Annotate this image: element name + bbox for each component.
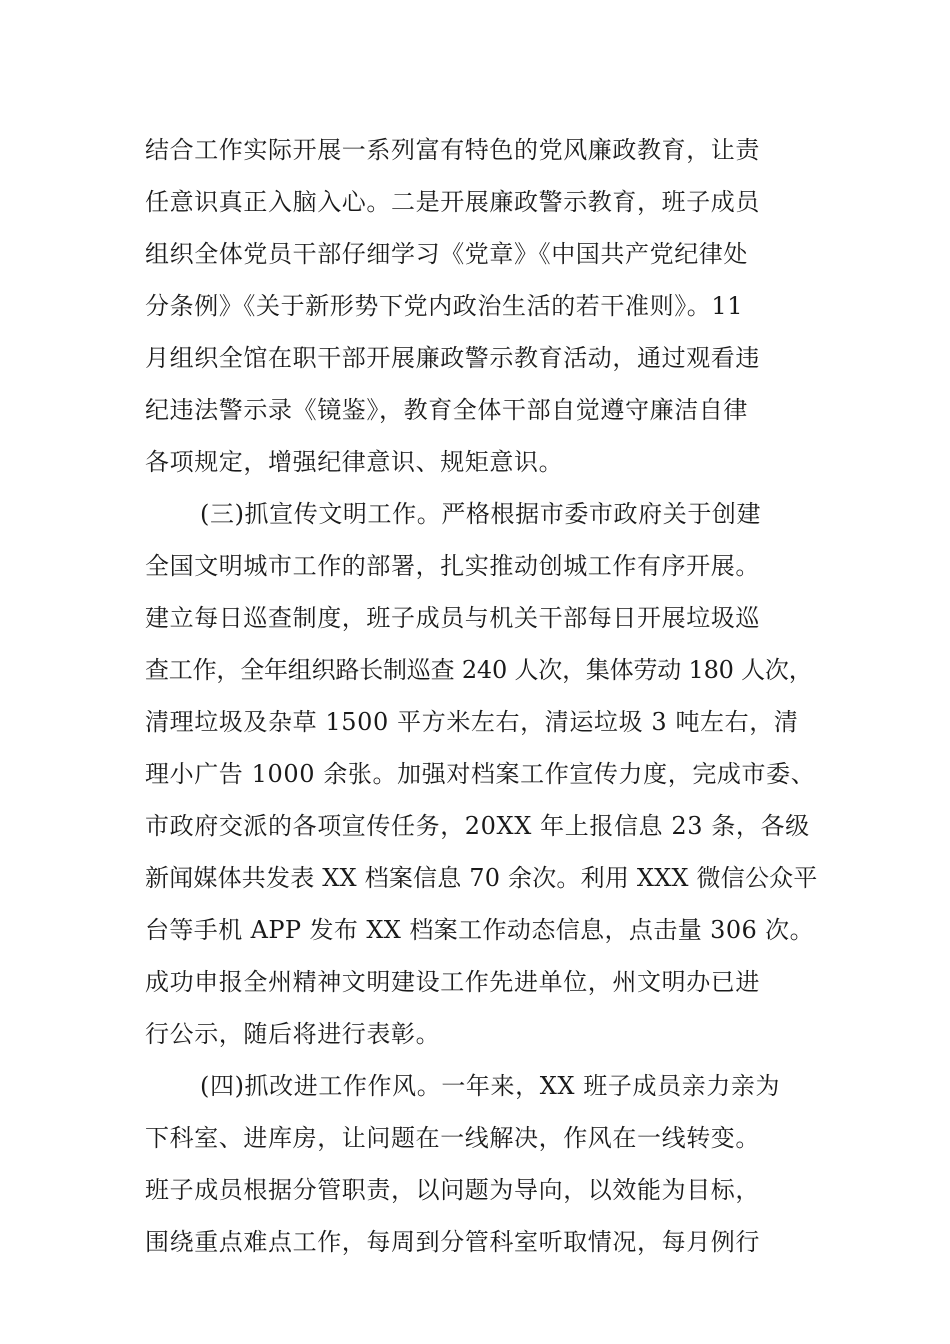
paragraph-line: 查工作，全年组织路长制巡查 240 人次，集体劳动 180 人次， — [145, 656, 813, 684]
paragraph-line: 围绕重点难点工作，每周到分管科室听取情况，每月例行 — [145, 1228, 760, 1256]
paragraph-line: 结合工作实际开展一系列富有特色的党风廉政教育，让责 — [145, 136, 760, 164]
paragraph-line: 台等手机 APP 发布 XX 档案工作动态信息，点击量 306 次。 — [145, 916, 814, 944]
paragraph-line: 行公示，随后将进行表彰。 — [145, 1020, 441, 1048]
paragraph-line: 任意识真正入脑入心。二是开展廉政警示教育，班子成员 — [145, 188, 760, 216]
paragraph-line: 新闻媒体共发表 XX 档案信息 70 余次。利用 XXX 微信公众平 — [145, 864, 818, 892]
paragraph-line: 建立每日巡查制度，班子成员与机关干部每日开展垃圾巡 — [145, 604, 760, 632]
paragraph-line: 成功申报全州精神文明建设工作先进单位，州文明办已进 — [145, 968, 760, 996]
paragraph-line: 理小广告 1000 余张。加强对档案工作宣传力度，完成市委、 — [145, 760, 816, 788]
paragraph-line: 市政府交派的各项宣传任务，20XX 年上报信息 23 条，各级 — [145, 812, 810, 840]
paragraph-line: 组织全体党员干部仔细学习《党章》《中国共产党纪律处 — [145, 240, 748, 268]
section-heading-line: (三)抓宣传文明工作。严格根据市委市政府关于创建 — [200, 500, 762, 528]
paragraph-line: 清理垃圾及杂草 1500 平方米左右，清运垃圾 3 吨左右，清 — [145, 708, 799, 736]
section-heading-line: (四)抓改进工作作风。一年来，XX 班子成员亲力亲为 — [200, 1072, 781, 1100]
paragraph-line: 纪违法警示录《镜鉴》，教育全体干部自觉遵守廉洁自律 — [145, 396, 748, 424]
paragraph-line: 各项规定，增强纪律意识、规矩意识。 — [145, 448, 564, 476]
paragraph-line: 班子成员根据分管职责，以问题为导向，以效能为目标， — [145, 1176, 760, 1204]
paragraph-line: 月组织全馆在职干部开展廉政警示教育活动，通过观看违 — [145, 344, 760, 372]
paragraph-line: 分条例》《关于新形势下党内政治生活的若干准则》。11 — [145, 292, 744, 320]
paragraph-line: 全国文明城市工作的部署，扎实推动创城工作有序开展。 — [145, 552, 760, 580]
paragraph-line: 下科室、进库房，让问题在一线解决，作风在一线转变。 — [145, 1124, 760, 1152]
